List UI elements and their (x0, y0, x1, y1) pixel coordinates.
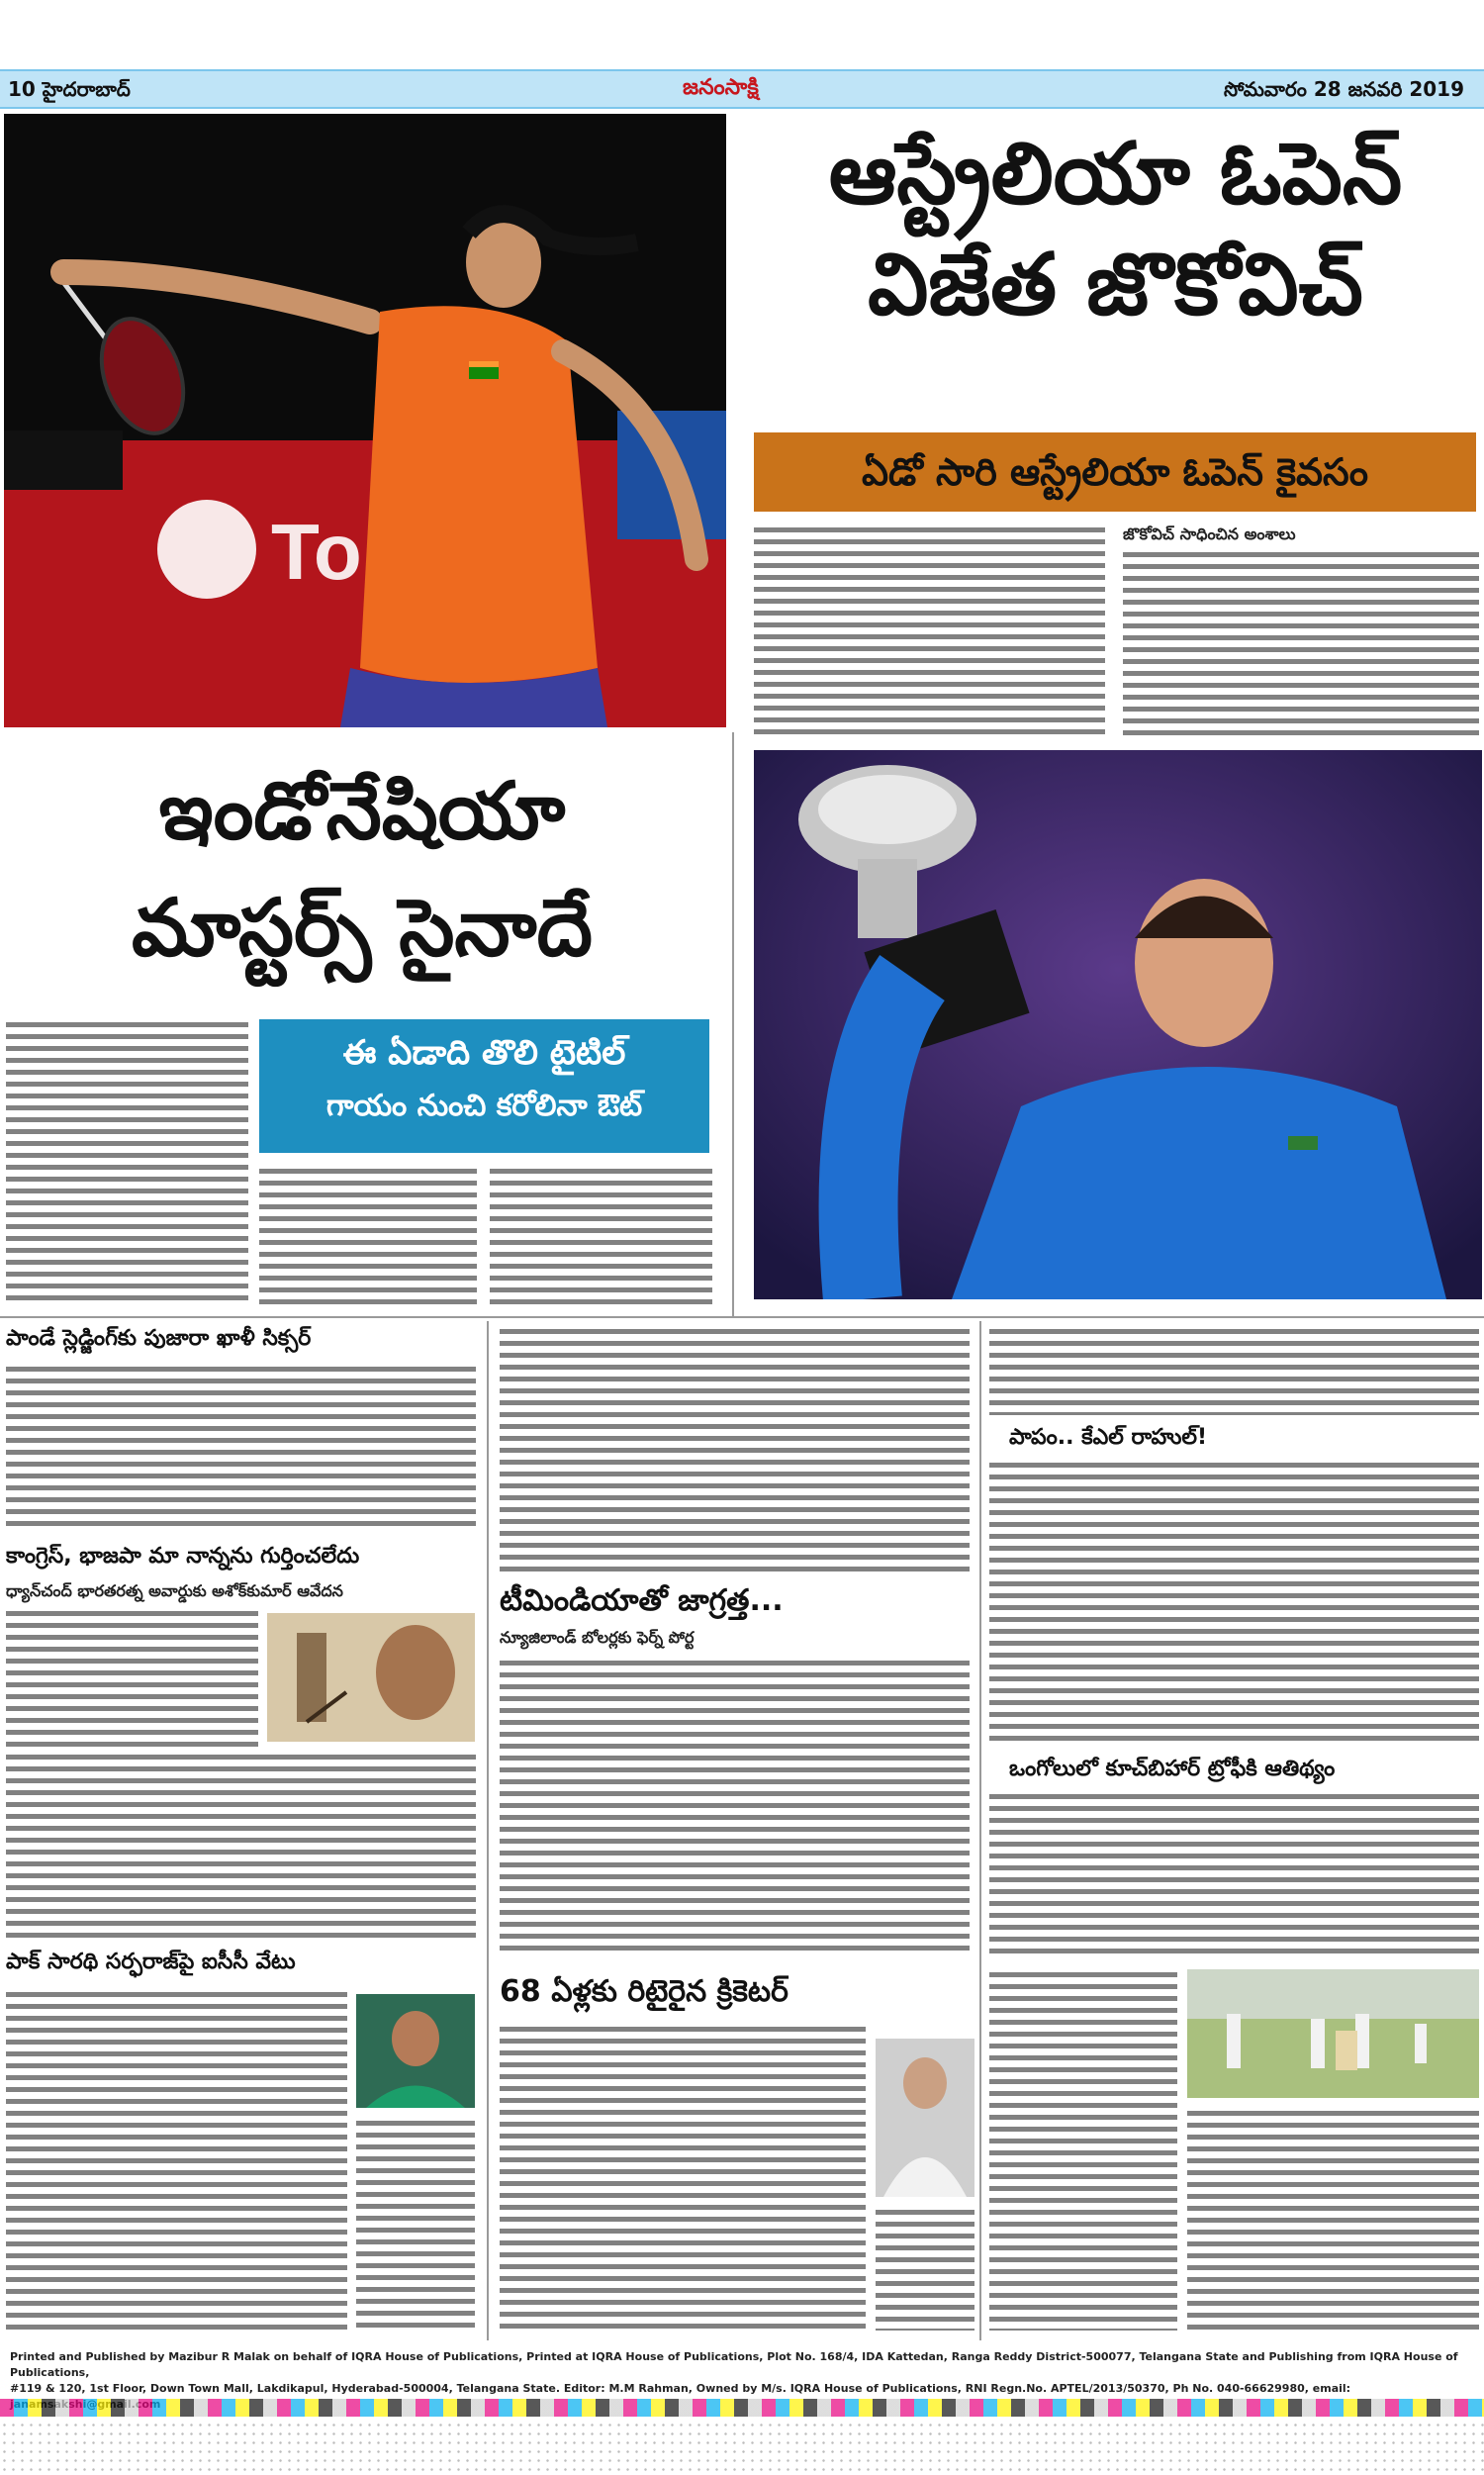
headline-line: మాస్టర్స్ సైనాదే (132, 881, 593, 974)
print-dot-pattern (0, 2421, 1484, 2475)
page-label: 10 హైదరాబాద్ (8, 77, 131, 101)
australian-open-headline (752, 119, 1479, 340)
indonesia-masters-headline (6, 752, 718, 986)
masthead (0, 69, 1484, 109)
article-body (989, 1791, 1479, 1959)
article-body (6, 1989, 347, 2331)
column-rule (487, 1321, 489, 2340)
column-rule (979, 1321, 981, 2340)
article-subhead: జొకోవిచ్ సాధించిన అంశాలు (1123, 524, 1296, 543)
article-body (989, 1460, 1479, 1747)
imprint-footer (0, 2345, 1484, 2395)
australian-open-banner: ఏడో సారి ఆస్ట్రేలియా ఓపెన్ కైవసం (754, 432, 1476, 512)
article-headline: పాక్ సారథి సర్ఫరాజ్‌పై ఐసీసీ వేటు (6, 1950, 296, 1974)
article-subhead: ధ్యాన్‌చంద్ భారతరత్న అవార్డుకు అశోక్‌కుమార్ ఆవేదన (6, 1581, 343, 1600)
highlight-line: గాయం నుంచి కరోలినా ఔట్ (325, 1089, 643, 1123)
article-headline: 68 ఏళ్లకు రిటైరైన క్రికెటర్ (500, 1974, 788, 2009)
article-headline: పాండే స్లెడ్జింగ్‌కు పుజారా ఖాళీ సిక్సర్ (6, 1326, 312, 1351)
article-body (6, 1019, 248, 1306)
issue-date: సోమవారం 28 జనవరి 2019 (1224, 77, 1464, 101)
highlight-line: ఈ ఏడాది తొలి టైటిల్ (342, 1033, 626, 1073)
article-body (490, 1166, 712, 1306)
retired-cricketer-photo (876, 2039, 974, 2197)
article-body (259, 1166, 477, 1306)
brand-logo: జనంసాక్షి (683, 75, 759, 100)
column-rule (732, 732, 734, 1316)
article-body (989, 1969, 1177, 2331)
article-body (754, 524, 1105, 737)
article-headline: టీమిండియాతో జాగ్రత్త... (500, 1583, 784, 1618)
article-body (989, 1326, 1479, 1415)
djokovic-trophy-photo (754, 750, 1482, 1299)
article-headline: పాపం.. కేఎల్ రాహుల్! (1009, 1425, 1208, 1450)
article-body (356, 2118, 475, 2331)
sarfraz-photo (356, 1994, 475, 2108)
cricket-match-photo (1187, 1969, 1479, 2098)
headline-line: ఇండోనేషియా (158, 764, 566, 857)
article-body (500, 1326, 970, 1573)
imprint-line: #119 & 120, 1st Floor, Down Town Mall, Lakdikapul, Hyderabad-500004, Telangana State. Editor: M.M Rahman, Owned by M/s. IQRA House of Publications, RNI Regn.No. APTEL/2013/50370, Ph No. 040-66629980, email: (10, 2382, 1351, 2395)
article-headline: ఒంగోలులో కూచ్‌బిహార్ ట్రోఫీకి ఆతిథ్యం (1009, 1757, 1336, 1781)
article-subhead: న్యూజిలాండ్ బోలర్లకు ఫెర్న్ పోర్ట (500, 1628, 695, 1647)
section-rule (0, 1316, 1484, 1318)
article-body (1123, 549, 1479, 737)
saina-badminton-photo (4, 114, 726, 727)
imprint-line: Printed and Published by Mazibur R Malak on behalf of IQRA House of Publications, Printed at IQRA House of Publications, Plot No. 168/4, IDA Kattedan, Ranga Reddy District-500077, Telangana State and Publishing from IQRA House of Publications, (10, 2350, 1458, 2379)
article-body (6, 1364, 476, 1532)
indonesia-highlight-box (259, 1019, 709, 1153)
dhyan-chand-photo (267, 1613, 475, 1742)
article-body (1187, 2108, 1479, 2331)
headline-line: ఆస్ట్రేలియా ఓపెన్ (828, 124, 1403, 224)
article-headline: కాంగ్రెస్, భాజపా మా నాన్నను గుర్తించలేదు (6, 1544, 360, 1569)
headline-line: విజేత జొకోవిచ్ (868, 235, 1363, 334)
article-body (500, 1658, 970, 1954)
print-registration-bar (0, 2399, 1484, 2417)
article-body (876, 2207, 974, 2331)
article-body (6, 1608, 258, 1747)
article-body (6, 1752, 476, 1940)
svg-text:To: To (271, 508, 362, 596)
article-body (500, 2024, 866, 2331)
